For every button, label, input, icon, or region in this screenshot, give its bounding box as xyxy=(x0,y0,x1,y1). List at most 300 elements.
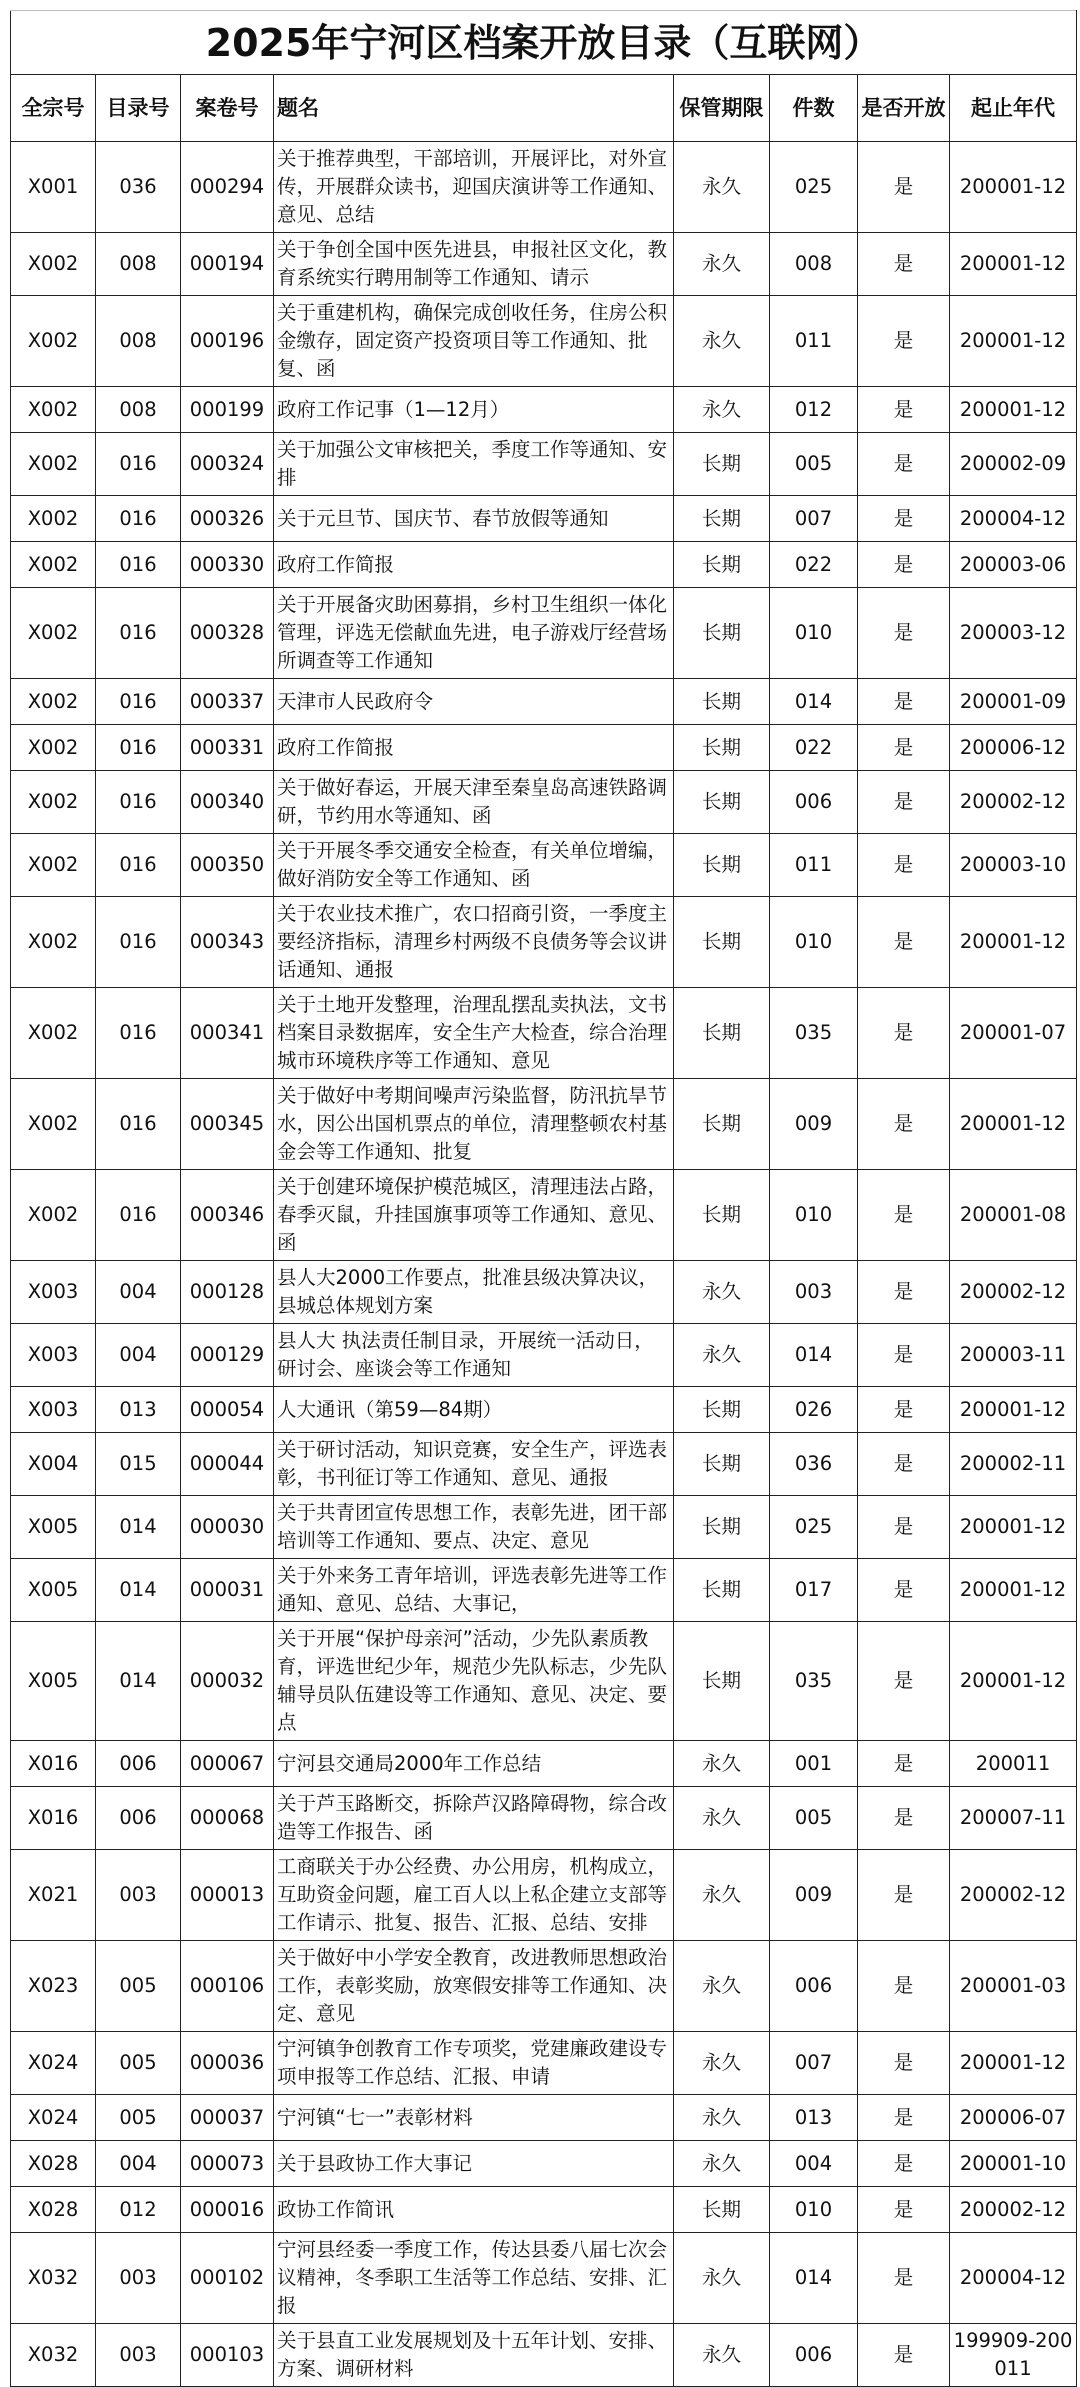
cell-date-range: 200001-10 xyxy=(950,2141,1077,2187)
table-row xyxy=(11,725,1077,771)
cell-fonds-number: X002 xyxy=(11,296,96,387)
cell-open-status: 是 xyxy=(858,1433,950,1496)
cell-open-status: 是 xyxy=(858,725,950,771)
cell-retention-period: 永久 xyxy=(674,1850,770,1941)
cell-catalog-number: 008 xyxy=(96,233,181,296)
cell-open-status: 是 xyxy=(858,1170,950,1261)
cell-retention-period: 永久 xyxy=(674,296,770,387)
cell-item-count: 035 xyxy=(770,988,858,1079)
cell-title: 关于加强公文审核把关，季度工作等通知、安排 xyxy=(274,433,674,496)
cell-file-number: 000054 xyxy=(181,1387,274,1433)
cell-date-range: 200006-12 xyxy=(950,725,1077,771)
cell-open-status: 是 xyxy=(858,1787,950,1850)
cell-title: 宁河镇“七一”表彰材料 xyxy=(274,2095,674,2141)
cell-file-number: 000337 xyxy=(181,679,274,725)
cell-title: 关于土地开发整理，治理乱摆乱卖执法，文书档案目录数据库，安全生产大检查，综合治理城市环境秩序等工作通知、意见 xyxy=(274,988,674,1079)
cell-fonds-number: X002 xyxy=(11,1170,96,1261)
cell-date-range: 200001-09 xyxy=(950,679,1077,725)
cell-title: 政府工作简报 xyxy=(274,725,674,771)
cell-date-range: 200001-08 xyxy=(950,1170,1077,1261)
cell-fonds-number: X003 xyxy=(11,1387,96,1433)
cell-item-count: 009 xyxy=(770,1079,858,1170)
table-row xyxy=(11,542,1077,588)
table-row xyxy=(11,1387,1077,1433)
cell-open-status: 是 xyxy=(858,1387,950,1433)
cell-file-number: 000324 xyxy=(181,433,274,496)
cell-item-count: 035 xyxy=(770,1622,858,1741)
cell-catalog-number: 008 xyxy=(96,296,181,387)
cell-date-range: 199909-200011 xyxy=(950,2324,1077,2387)
cell-catalog-number: 008 xyxy=(96,387,181,433)
table-row xyxy=(11,1433,1077,1496)
cell-retention-period: 长期 xyxy=(674,542,770,588)
cell-retention-period: 永久 xyxy=(674,1787,770,1850)
cell-item-count: 001 xyxy=(770,1741,858,1787)
cell-retention-period: 长期 xyxy=(674,988,770,1079)
cell-item-count: 014 xyxy=(770,679,858,725)
cell-item-count: 017 xyxy=(770,1559,858,1622)
cell-catalog-number: 012 xyxy=(96,2187,181,2233)
cell-open-status: 是 xyxy=(858,1496,950,1559)
column-header-retention-period: 保管期限 xyxy=(674,75,770,142)
cell-date-range: 200003-11 xyxy=(950,1324,1077,1387)
table-row xyxy=(11,1622,1077,1741)
cell-item-count: 025 xyxy=(770,1496,858,1559)
cell-date-range: 200001-12 xyxy=(950,1496,1077,1559)
cell-fonds-number: X001 xyxy=(11,142,96,233)
cell-file-number: 000037 xyxy=(181,2095,274,2141)
cell-date-range: 200001-03 xyxy=(950,1941,1077,2032)
cell-retention-period: 永久 xyxy=(674,2141,770,2187)
cell-fonds-number: X002 xyxy=(11,542,96,588)
cell-date-range: 200001-12 xyxy=(950,1079,1077,1170)
cell-retention-period: 长期 xyxy=(674,2187,770,2233)
cell-fonds-number: X002 xyxy=(11,1079,96,1170)
cell-title: 宁河县经委一季度工作，传达县委八届七次会议精神，冬季职工生活等工作总结、安排、汇报 xyxy=(274,2233,674,2324)
cell-catalog-number: 003 xyxy=(96,2324,181,2387)
cell-title: 关于农业技术推广，农口招商引资，一季度主要经济指标，清理乡村两级不良债务等会议讲话通知、通报 xyxy=(274,897,674,988)
cell-title: 关于开展冬季交通安全检查，有关单位增编，做好消防安全等工作通知、函 xyxy=(274,834,674,897)
cell-open-status: 是 xyxy=(858,1622,950,1741)
cell-file-number: 000044 xyxy=(181,1433,274,1496)
table-row xyxy=(11,1850,1077,1941)
cell-file-number: 000036 xyxy=(181,2032,274,2095)
cell-date-range: 200002-12 xyxy=(950,2187,1077,2233)
cell-fonds-number: X024 xyxy=(11,2095,96,2141)
cell-catalog-number: 016 xyxy=(96,679,181,725)
cell-file-number: 000073 xyxy=(181,2141,274,2187)
cell-fonds-number: X005 xyxy=(11,1559,96,1622)
cell-open-status: 是 xyxy=(858,1850,950,1941)
cell-title: 政府工作记事（1—12月） xyxy=(274,387,674,433)
cell-item-count: 014 xyxy=(770,1324,858,1387)
cell-open-status: 是 xyxy=(858,679,950,725)
cell-retention-period: 永久 xyxy=(674,1941,770,2032)
archive-table xyxy=(10,10,1077,2387)
cell-item-count: 006 xyxy=(770,771,858,834)
cell-open-status: 是 xyxy=(858,233,950,296)
cell-item-count: 006 xyxy=(770,2324,858,2387)
cell-fonds-number: X003 xyxy=(11,1261,96,1324)
table-row xyxy=(11,387,1077,433)
cell-retention-period: 永久 xyxy=(674,1324,770,1387)
column-header-catalog-number: 目录号 xyxy=(96,75,181,142)
cell-catalog-number: 003 xyxy=(96,1850,181,1941)
cell-catalog-number: 016 xyxy=(96,433,181,496)
cell-open-status: 是 xyxy=(858,2233,950,2324)
cell-date-range: 200003-10 xyxy=(950,834,1077,897)
cell-title: 宁河县交通局2000年工作总结 xyxy=(274,1741,674,1787)
cell-retention-period: 长期 xyxy=(674,1559,770,1622)
cell-item-count: 008 xyxy=(770,233,858,296)
cell-open-status: 是 xyxy=(858,1941,950,2032)
cell-file-number: 000340 xyxy=(181,771,274,834)
table-row xyxy=(11,2141,1077,2187)
cell-title: 关于县直工业发展规划及十五年计划、安排、方案、调研材料 xyxy=(274,2324,674,2387)
cell-fonds-number: X002 xyxy=(11,725,96,771)
cell-fonds-number: X021 xyxy=(11,1850,96,1941)
cell-catalog-number: 016 xyxy=(96,496,181,542)
cell-date-range: 200004-12 xyxy=(950,2233,1077,2324)
cell-file-number: 000346 xyxy=(181,1170,274,1261)
cell-retention-period: 长期 xyxy=(674,679,770,725)
table-row xyxy=(11,2095,1077,2141)
cell-date-range: 200003-12 xyxy=(950,588,1077,679)
cell-title: 县人大2000工作要点，批准县级决算决议，县城总体规划方案 xyxy=(274,1261,674,1324)
cell-open-status: 是 xyxy=(858,588,950,679)
cell-open-status: 是 xyxy=(858,834,950,897)
cell-date-range: 200001-12 xyxy=(950,233,1077,296)
cell-open-status: 是 xyxy=(858,1324,950,1387)
cell-title: 关于开展备灾助困募捐，乡村卫生组织一体化管理，评选无偿献血先进，电子游戏厅经营场所调查等工作通知 xyxy=(274,588,674,679)
cell-title: 天津市人民政府令 xyxy=(274,679,674,725)
table-header-row xyxy=(11,75,1077,142)
cell-title: 工商联关于办公经费、办公用房，机构成立，互助资金问题，雇工百人以上私企建立支部等工作请示、批复、报告、汇报、总结、安排 xyxy=(274,1850,674,1941)
cell-file-number: 000341 xyxy=(181,988,274,1079)
column-header-item-count: 件数 xyxy=(770,75,858,142)
column-header-open-status: 是否开放 xyxy=(858,75,950,142)
table-row xyxy=(11,496,1077,542)
cell-item-count: 005 xyxy=(770,433,858,496)
cell-date-range: 200001-12 xyxy=(950,142,1077,233)
cell-catalog-number: 004 xyxy=(96,1261,181,1324)
cell-file-number: 000103 xyxy=(181,2324,274,2387)
cell-fonds-number: X002 xyxy=(11,834,96,897)
cell-title: 关于做好中小学安全教育，改进教师思想政治工作，表彰奖励，放寒假安排等工作通知、决定、意见 xyxy=(274,1941,674,2032)
cell-file-number: 000345 xyxy=(181,1079,274,1170)
table-row xyxy=(11,2324,1077,2387)
table-row xyxy=(11,679,1077,725)
table-row xyxy=(11,1741,1077,1787)
cell-date-range: 200002-12 xyxy=(950,771,1077,834)
cell-catalog-number: 014 xyxy=(96,1496,181,1559)
table-row xyxy=(11,2187,1077,2233)
cell-open-status: 是 xyxy=(858,1079,950,1170)
cell-item-count: 006 xyxy=(770,1941,858,2032)
cell-item-count: 025 xyxy=(770,142,858,233)
cell-date-range: 200002-11 xyxy=(950,1433,1077,1496)
cell-fonds-number: X003 xyxy=(11,1324,96,1387)
table-row xyxy=(11,433,1077,496)
cell-retention-period: 长期 xyxy=(674,1079,770,1170)
table-row xyxy=(11,588,1077,679)
table-row xyxy=(11,1941,1077,2032)
cell-date-range: 200001-12 xyxy=(950,2032,1077,2095)
cell-file-number: 000129 xyxy=(181,1324,274,1387)
cell-date-range: 200001-12 xyxy=(950,1622,1077,1741)
cell-retention-period: 长期 xyxy=(674,1170,770,1261)
cell-catalog-number: 014 xyxy=(96,1559,181,1622)
archive-catalog-sheet xyxy=(10,10,1076,2387)
cell-open-status: 是 xyxy=(858,2095,950,2141)
cell-open-status: 是 xyxy=(858,2141,950,2187)
table-row xyxy=(11,1496,1077,1559)
cell-file-number: 000031 xyxy=(181,1559,274,1622)
cell-title: 政协工作简讯 xyxy=(274,2187,674,2233)
cell-retention-period: 长期 xyxy=(674,771,770,834)
cell-catalog-number: 036 xyxy=(96,142,181,233)
cell-fonds-number: X032 xyxy=(11,2233,96,2324)
cell-retention-period: 长期 xyxy=(674,834,770,897)
cell-item-count: 014 xyxy=(770,2233,858,2324)
cell-file-number: 000106 xyxy=(181,1941,274,2032)
cell-title: 关于创建环境保护模范城区，清理违法占路，春季灭鼠，升挂国旗事项等工作通知、意见、函 xyxy=(274,1170,674,1261)
cell-open-status: 是 xyxy=(858,296,950,387)
cell-fonds-number: X028 xyxy=(11,2187,96,2233)
cell-open-status: 是 xyxy=(858,1559,950,1622)
cell-title: 政府工作简报 xyxy=(274,542,674,588)
cell-retention-period: 长期 xyxy=(674,897,770,988)
cell-item-count: 009 xyxy=(770,1850,858,1941)
cell-item-count: 036 xyxy=(770,1433,858,1496)
cell-catalog-number: 005 xyxy=(96,2095,181,2141)
cell-item-count: 011 xyxy=(770,834,858,897)
cell-open-status: 是 xyxy=(858,988,950,1079)
column-header-date-range: 起止年代 xyxy=(950,75,1077,142)
cell-retention-period: 永久 xyxy=(674,2095,770,2141)
cell-date-range: 200002-12 xyxy=(950,1850,1077,1941)
table-row xyxy=(11,233,1077,296)
cell-item-count: 010 xyxy=(770,1170,858,1261)
cell-retention-period: 永久 xyxy=(674,2233,770,2324)
cell-file-number: 000128 xyxy=(181,1261,274,1324)
cell-fonds-number: X002 xyxy=(11,496,96,542)
cell-date-range: 200001-12 xyxy=(950,387,1077,433)
table-row xyxy=(11,1787,1077,1850)
cell-catalog-number: 015 xyxy=(96,1433,181,1496)
cell-catalog-number: 016 xyxy=(96,1079,181,1170)
table-body xyxy=(11,142,1077,2387)
cell-title: 宁河镇争创教育工作专项奖，党建廉政建设专项申报等工作总结、汇报、申请 xyxy=(274,2032,674,2095)
cell-date-range: 200001-12 xyxy=(950,1559,1077,1622)
cell-open-status: 是 xyxy=(858,387,950,433)
cell-catalog-number: 016 xyxy=(96,588,181,679)
cell-retention-period: 永久 xyxy=(674,233,770,296)
cell-fonds-number: X004 xyxy=(11,1433,96,1496)
cell-file-number: 000102 xyxy=(181,2233,274,2324)
cell-item-count: 007 xyxy=(770,2032,858,2095)
cell-catalog-number: 016 xyxy=(96,834,181,897)
table-row xyxy=(11,2032,1077,2095)
cell-date-range: 200001-12 xyxy=(950,1387,1077,1433)
column-header-file-number: 案卷号 xyxy=(181,75,274,142)
cell-file-number: 000196 xyxy=(181,296,274,387)
cell-file-number: 000032 xyxy=(181,1622,274,1741)
cell-catalog-number: 016 xyxy=(96,725,181,771)
cell-item-count: 010 xyxy=(770,2187,858,2233)
cell-fonds-number: X005 xyxy=(11,1622,96,1741)
cell-open-status: 是 xyxy=(858,2187,950,2233)
cell-item-count: 004 xyxy=(770,2141,858,2187)
cell-item-count: 022 xyxy=(770,542,858,588)
cell-fonds-number: X002 xyxy=(11,233,96,296)
cell-file-number: 000068 xyxy=(181,1787,274,1850)
cell-fonds-number: X002 xyxy=(11,897,96,988)
cell-open-status: 是 xyxy=(858,1741,950,1787)
cell-date-range: 200002-09 xyxy=(950,433,1077,496)
table-row xyxy=(11,142,1077,233)
cell-file-number: 000350 xyxy=(181,834,274,897)
cell-catalog-number: 004 xyxy=(96,1324,181,1387)
cell-item-count: 003 xyxy=(770,1261,858,1324)
cell-date-range: 200006-07 xyxy=(950,2095,1077,2141)
cell-open-status: 是 xyxy=(858,897,950,988)
cell-retention-period: 永久 xyxy=(674,2032,770,2095)
cell-item-count: 012 xyxy=(770,387,858,433)
cell-title: 县人大 执法责任制目录，开展统一活动日，研讨会、座谈会等工作通知 xyxy=(274,1324,674,1387)
cell-title: 关于外来务工青年培训，评选表彰先进等工作通知、意见、总结、大事记， xyxy=(274,1559,674,1622)
cell-title: 关于重建机构，确保完成创收任务，住房公积金缴存，固定资产投资项目等工作通知、批复、函 xyxy=(274,296,674,387)
cell-file-number: 000016 xyxy=(181,2187,274,2233)
table-row xyxy=(11,296,1077,387)
cell-file-number: 000294 xyxy=(181,142,274,233)
cell-retention-period: 长期 xyxy=(674,588,770,679)
table-row xyxy=(11,1079,1077,1170)
cell-catalog-number: 013 xyxy=(96,1387,181,1433)
table-row xyxy=(11,1559,1077,1622)
table-row xyxy=(11,2233,1077,2324)
cell-title: 关于开展“保护母亲河”活动，少先队素质教育，评选世纪少年，规范少先队标志，少先队辅导员队伍建设等工作通知、意见、决定、要点 xyxy=(274,1622,674,1741)
table-row xyxy=(11,1261,1077,1324)
table-row xyxy=(11,1324,1077,1387)
cell-retention-period: 永久 xyxy=(674,142,770,233)
cell-date-range: 200003-06 xyxy=(950,542,1077,588)
cell-title: 关于共青团宣传思想工作，表彰先进，团干部培训等工作通知、要点、决定、意见 xyxy=(274,1496,674,1559)
cell-fonds-number: X032 xyxy=(11,2324,96,2387)
cell-fonds-number: X002 xyxy=(11,988,96,1079)
table-row xyxy=(11,1170,1077,1261)
cell-item-count: 010 xyxy=(770,897,858,988)
cell-catalog-number: 006 xyxy=(96,1787,181,1850)
cell-retention-period: 长期 xyxy=(674,1622,770,1741)
cell-file-number: 000326 xyxy=(181,496,274,542)
cell-title: 关于做好春运，开展天津至秦皇岛高速铁路调研，节约用水等通知、函 xyxy=(274,771,674,834)
cell-date-range: 200007-11 xyxy=(950,1787,1077,1850)
cell-open-status: 是 xyxy=(858,771,950,834)
cell-title: 关于做好中考期间噪声污染监督，防汛抗旱节水，因公出国机票点的单位，清理整顿农村基金会等工作通知、批复 xyxy=(274,1079,674,1170)
cell-date-range: 200004-12 xyxy=(950,496,1077,542)
cell-title: 关于研讨活动，知识竞赛，安全生产，评选表彰，书刊征订等工作通知、意见、通报 xyxy=(274,1433,674,1496)
cell-date-range: 200002-12 xyxy=(950,1261,1077,1324)
cell-item-count: 022 xyxy=(770,725,858,771)
cell-fonds-number: X016 xyxy=(11,1787,96,1850)
cell-date-range: 200011 xyxy=(950,1741,1077,1787)
cell-catalog-number: 005 xyxy=(96,1941,181,2032)
cell-open-status: 是 xyxy=(858,1261,950,1324)
cell-retention-period: 长期 xyxy=(674,725,770,771)
cell-retention-period: 永久 xyxy=(674,1741,770,1787)
cell-open-status: 是 xyxy=(858,2032,950,2095)
page-title: 2025年宁河区档案开放目录（互联网） xyxy=(11,11,1077,75)
cell-file-number: 000343 xyxy=(181,897,274,988)
cell-date-range: 200001-07 xyxy=(950,988,1077,1079)
cell-fonds-number: X023 xyxy=(11,1941,96,2032)
cell-catalog-number: 016 xyxy=(96,988,181,1079)
cell-catalog-number: 016 xyxy=(96,1170,181,1261)
table-row xyxy=(11,834,1077,897)
cell-catalog-number: 003 xyxy=(96,2233,181,2324)
cell-file-number: 000199 xyxy=(181,387,274,433)
cell-retention-period: 长期 xyxy=(674,1496,770,1559)
cell-fonds-number: X002 xyxy=(11,433,96,496)
cell-catalog-number: 016 xyxy=(96,542,181,588)
cell-catalog-number: 006 xyxy=(96,1741,181,1787)
cell-fonds-number: X002 xyxy=(11,387,96,433)
cell-open-status: 是 xyxy=(858,142,950,233)
cell-retention-period: 长期 xyxy=(674,1387,770,1433)
cell-retention-period: 永久 xyxy=(674,2324,770,2387)
cell-date-range: 200001-12 xyxy=(950,296,1077,387)
cell-fonds-number: X002 xyxy=(11,679,96,725)
table-row xyxy=(11,771,1077,834)
cell-catalog-number: 016 xyxy=(96,771,181,834)
cell-date-range: 200001-12 xyxy=(950,897,1077,988)
cell-item-count: 026 xyxy=(770,1387,858,1433)
cell-catalog-number: 004 xyxy=(96,2141,181,2187)
cell-file-number: 000330 xyxy=(181,542,274,588)
cell-fonds-number: X016 xyxy=(11,1741,96,1787)
cell-catalog-number: 014 xyxy=(96,1622,181,1741)
cell-open-status: 是 xyxy=(858,433,950,496)
cell-title: 人大通讯（第59—84期） xyxy=(274,1387,674,1433)
table-row xyxy=(11,897,1077,988)
cell-retention-period: 长期 xyxy=(674,496,770,542)
cell-item-count: 011 xyxy=(770,296,858,387)
cell-file-number: 000030 xyxy=(181,1496,274,1559)
cell-catalog-number: 016 xyxy=(96,897,181,988)
cell-retention-period: 永久 xyxy=(674,387,770,433)
cell-title: 关于推荐典型，干部培训，开展评比，对外宣传，开展群众读书，迎国庆演讲等工作通知、意见、总结 xyxy=(274,142,674,233)
table-row xyxy=(11,988,1077,1079)
cell-title: 关于争创全国中医先进县，申报社区文化，教育系统实行聘用制等工作通知、请示 xyxy=(274,233,674,296)
cell-file-number: 000194 xyxy=(181,233,274,296)
cell-retention-period: 长期 xyxy=(674,1433,770,1496)
cell-fonds-number: X028 xyxy=(11,2141,96,2187)
column-header-title: 题名 xyxy=(274,75,674,142)
cell-title: 关于县政协工作大事记 xyxy=(274,2141,674,2187)
cell-item-count: 010 xyxy=(770,588,858,679)
cell-file-number: 000331 xyxy=(181,725,274,771)
cell-retention-period: 永久 xyxy=(674,1261,770,1324)
cell-open-status: 是 xyxy=(858,542,950,588)
cell-fonds-number: X002 xyxy=(11,771,96,834)
cell-file-number: 000013 xyxy=(181,1850,274,1941)
cell-title: 关于芦玉路断交，拆除芦汉路障碍物，综合改造等工作报告、函 xyxy=(274,1787,674,1850)
column-header-fonds-number: 全宗号 xyxy=(11,75,96,142)
cell-file-number: 000328 xyxy=(181,588,274,679)
cell-fonds-number: X024 xyxy=(11,2032,96,2095)
cell-item-count: 007 xyxy=(770,496,858,542)
